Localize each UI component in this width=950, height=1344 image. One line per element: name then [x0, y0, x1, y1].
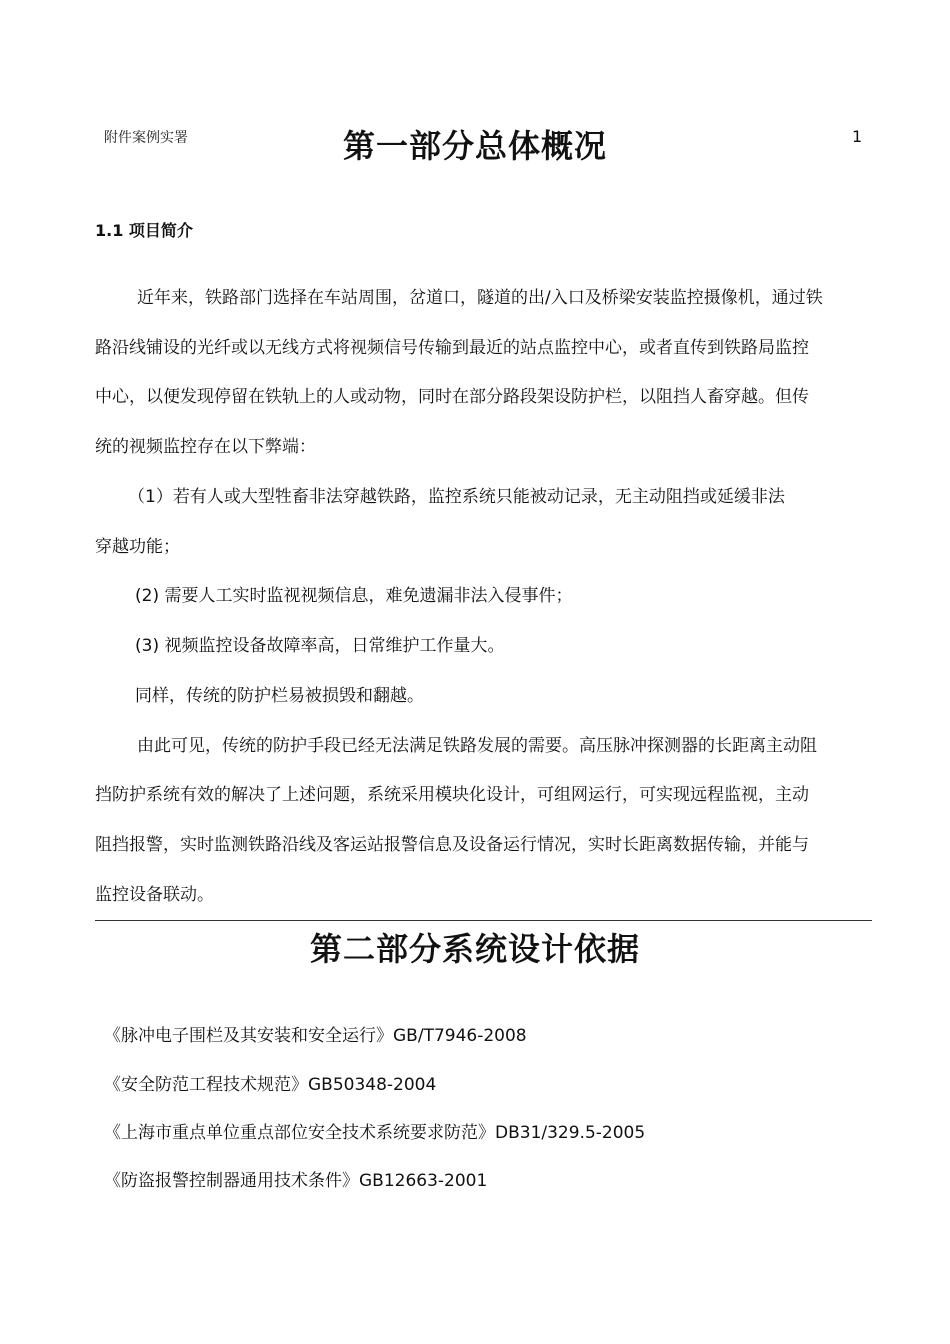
page-number: 1 — [852, 127, 863, 146]
part2-title: 第二部分系统设计依据 — [309, 930, 640, 968]
body-line: 近年来，铁路部门选择在车站周围，岔道口，隧道的出/入口及桥梁安装监控摄像机，通过铁 — [137, 288, 823, 308]
body-line: 阻挡报警，实时监测铁路沿线及客运站报警信息及设备运行情况，实时长距离数据传输，并能与 — [95, 835, 809, 855]
reference-item: 《安全防范工程技术规范》GB50348-2004 — [104, 1075, 437, 1095]
section-divider — [95, 920, 872, 921]
part1-title: 第一部分总体概况 — [342, 127, 607, 165]
body-line: 中心，以便发现停留在铁轨上的人或动物，同时在部分路段架设防护栏，以阻挡人畜穿越。但传 — [95, 387, 809, 407]
body-line: 挡防护系统有效的解决了上述问题，系统采用模块化设计，可组网运行，可实现远程监视，主动 — [95, 785, 809, 805]
body-line: 统的视频监控存在以下弊端： — [95, 437, 316, 457]
reference-item: 《上海市重点单位重点部位安全技术系统要求防范》DB31/329.5-2005 — [104, 1123, 646, 1143]
section-heading: 1.1 项目简介 — [95, 221, 193, 240]
body-line: (3) 视频监控设备故障率高，日常维护工作量大。 — [135, 636, 505, 656]
body-line: 穿越功能； — [95, 537, 180, 557]
reference-item: 《防盗报警控制器通用技术条件》GB12663-2001 — [104, 1171, 488, 1191]
body-line: 由此可见，传统的防护手段已经无法满足铁路发展的需要。高压脉冲探测器的长距离主动阻 — [137, 736, 817, 756]
body-line: 同样，传统的防护栏易被损毁和翻越。 — [135, 686, 424, 706]
body-line: （1）若有人或大型牲畜非法穿越铁路，监控系统只能被动记录，无主动阻挡或延缓非法 — [128, 487, 785, 507]
body-line: (2) 需要人工实时监视视频信息，难免遗漏非法入侵事件； — [135, 586, 573, 606]
body-line: 监控设备联动。 — [95, 885, 214, 905]
body-line: 路沿线铺设的光纤或以无线方式将视频信号传输到最近的站点监控中心，或者直传到铁路局监控 — [95, 338, 809, 358]
reference-item: 《脉冲电子围栏及其安装和安全运行》GB/T7946-2008 — [104, 1026, 527, 1046]
header-left-text: 附件案例实署 — [104, 130, 188, 146]
